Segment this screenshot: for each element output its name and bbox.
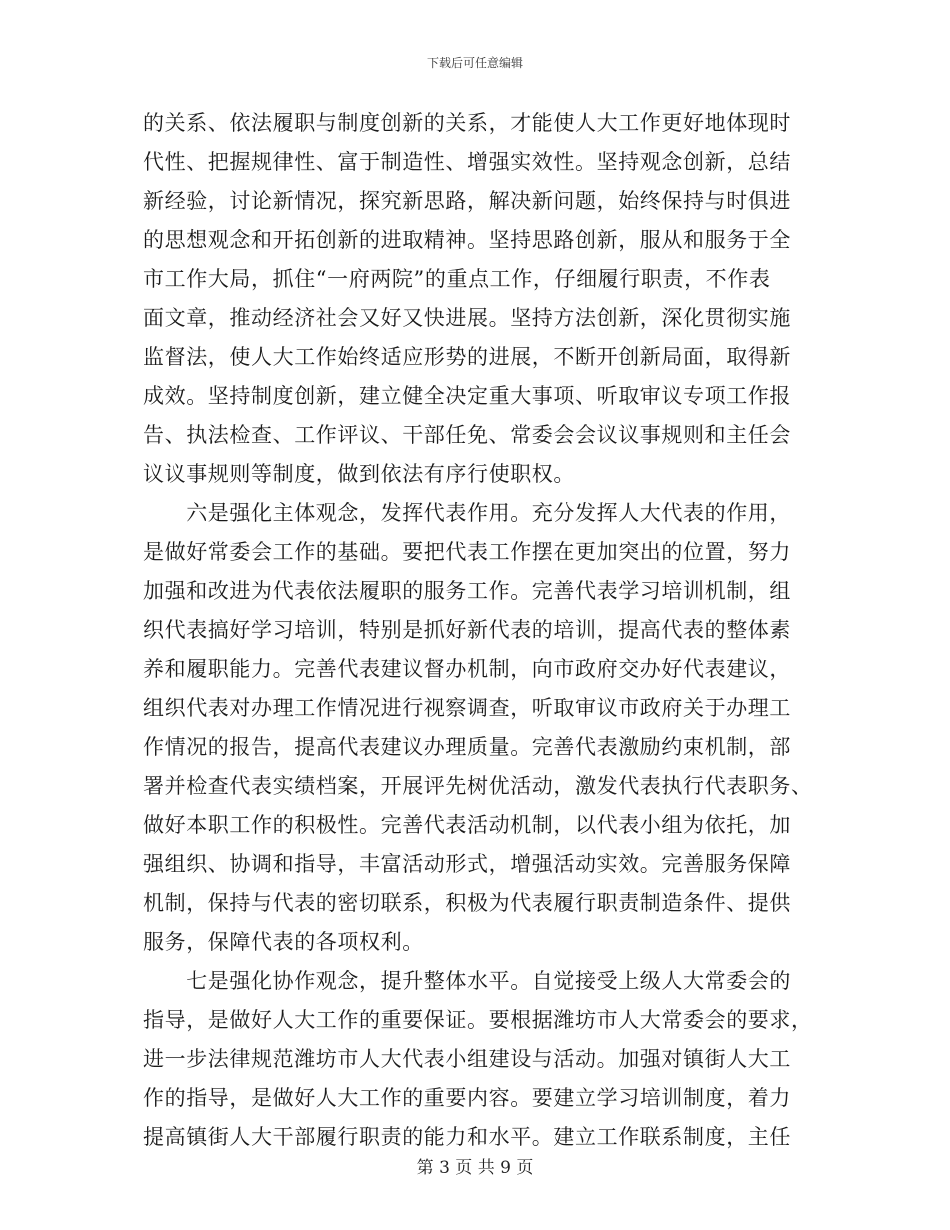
text-line: 告、执法检查、工作评议、干部任免、常委会会议议事规则和主任会 <box>143 423 791 447</box>
text-line: 织代表搞好学习培训，特别是抓好新代表的培训，提高代表的整体素 <box>143 618 791 642</box>
page-header: 下载后可任意编辑 <box>426 56 523 70</box>
text-line: 新经验，讨论新情况，探究新思路，解决新问题，始终保持与时俱进 <box>143 189 791 213</box>
text-line: 议议事规则等制度，做到依法有序行使职权。 <box>143 462 575 486</box>
text-line: 作情况的报告，提高代表建议办理质量。完善代表激励约束机制，部 <box>143 735 791 759</box>
text-line: 的思想观念和开拓创新的进取精神。坚持思路创新，服从和服务于全 <box>143 228 791 252</box>
text-line: 六是强化主体观念，发挥代表作用。充分发挥人大代表的作用， <box>143 501 791 525</box>
text-line: 组织代表对办理工作情况进行视察调查，听取审议市政府关于办理工 <box>143 696 791 720</box>
text-line: 代性、把握规律性、富于制造性、增强实效性。坚持观念创新，总结 <box>143 150 791 174</box>
text-line: 作的指导，是做好人大工作的重要内容。要建立学习培训制度，着力 <box>143 1086 791 1110</box>
text-line: 是做好常委会工作的基础。要把代表工作摆在更加突出的位置，努力 <box>143 540 791 564</box>
text-line: 提高镇街人大干部履行职责的能力和水平。建立工作联系制度，主任 <box>143 1125 791 1149</box>
text-line: 机制，保持与代表的密切联系，积极为代表履行职责制造条件、提供 <box>143 891 791 915</box>
text-line: 服务，保障代表的各项权利。 <box>143 930 424 954</box>
page-number-footer: 第 3 页 共 9 页 <box>416 1158 534 1178</box>
text-line: 加强和改进为代表依法履职的服务工作。完善代表学习培训机制，组 <box>143 579 791 603</box>
text-line: 面文章，推动经济社会又好又快进展。坚持方法创新，深化贯彻实施 <box>143 306 791 330</box>
text-line: 指导，是做好人大工作的重要保证。要根据潍坊市人大常委会的要求， <box>143 1008 813 1032</box>
text-line: 的关系、依法履职与制度创新的关系，才能使人大工作更好地体现时 <box>143 111 791 135</box>
text-line: 成效。坚持制度创新，建立健全决定重大事项、听取审议专项工作报 <box>143 384 791 408</box>
text-line: 市工作大局，抓住“一府两院”的重点工作，仔细履行职责，不作表 <box>143 267 771 291</box>
body-text <box>143 104 823 1157</box>
text-line: 进一步法律规范潍坊市人大代表小组建设与活动。加强对镇街人大工 <box>143 1047 791 1071</box>
text-line: 强组织、协调和指导，丰富活动形式，增强活动实效。完善服务保障 <box>143 852 791 876</box>
text-line: 署并检查代表实绩档案，开展评先树优活动，激发代表执行代表职务、 <box>143 774 813 798</box>
text-line: 做好本职工作的积极性。完善代表活动机制，以代表小组为依托，加 <box>143 813 791 837</box>
text-line: 监督法，使人大工作始终适应形势的进展，不断开创新局面，取得新 <box>143 345 791 369</box>
text-line: 七是强化协作观念，提升整体水平。自觉接受上级人大常委会的 <box>143 969 791 993</box>
text-line: 养和履职能力。完善代表建议督办机制，向市政府交办好代表建议， <box>143 657 791 681</box>
